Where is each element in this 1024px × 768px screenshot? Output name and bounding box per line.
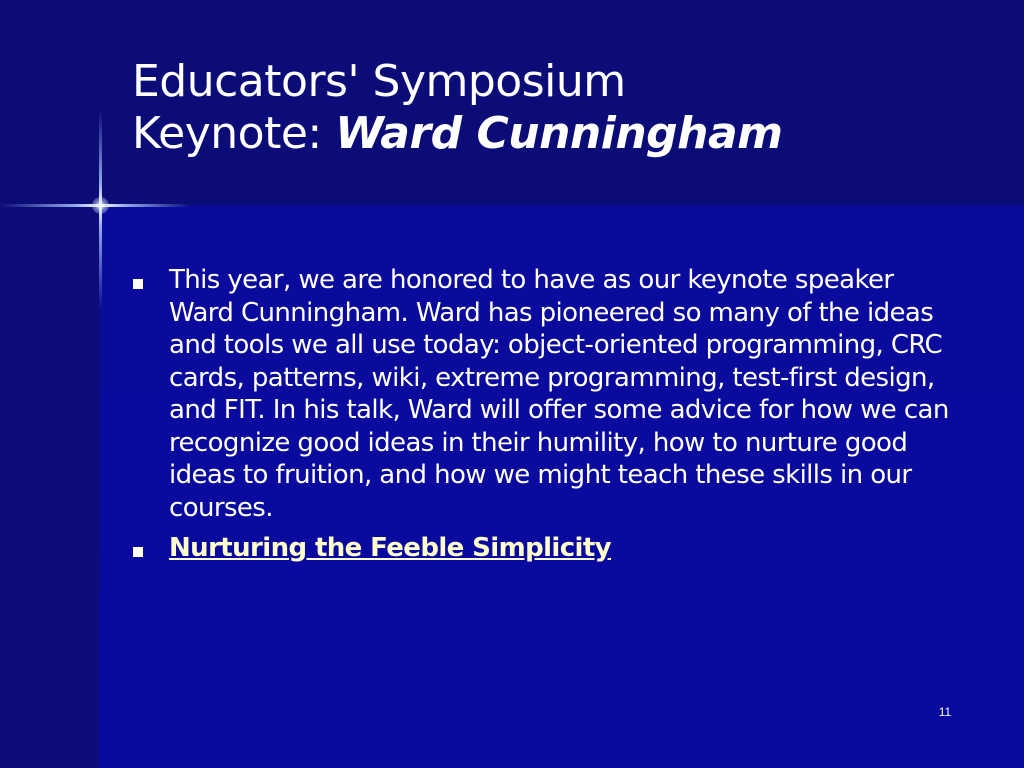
bullet-list: [132, 264, 962, 573]
speaker-name: Ward Cunningham: [335, 108, 783, 159]
square-bullet-icon: [133, 547, 143, 557]
left-band: [0, 206, 100, 768]
description-text: This year, we are honored to have as our keynote speaker Ward Cunningham. Ward has pioneered so many of the ideas and tools we all use today: object-oriented programming, CRC cards, patterns, wiki, extreme programming, test-first design, and FIT. In his talk, Ward will offer some advice for how we can recognize good ideas in their humility, how to nurture good ideas to fruition, and how we might teach these skills in our courses.: [169, 265, 949, 523]
square-bullet-icon: [133, 279, 143, 289]
slide-title: [132, 56, 992, 160]
bullet-item-talk-link: [132, 532, 962, 565]
talk-title-link[interactable]: Nurturing the Feeble Simplicity: [169, 533, 612, 563]
title-line-1: Educators' Symposium: [132, 56, 626, 107]
title-line-2: [132, 108, 992, 160]
title-prefix: Keynote:: [132, 108, 322, 159]
sparkle-star-center-icon: [92, 197, 109, 214]
page-number: 11: [938, 705, 952, 719]
bullet-item-description: [132, 264, 962, 524]
